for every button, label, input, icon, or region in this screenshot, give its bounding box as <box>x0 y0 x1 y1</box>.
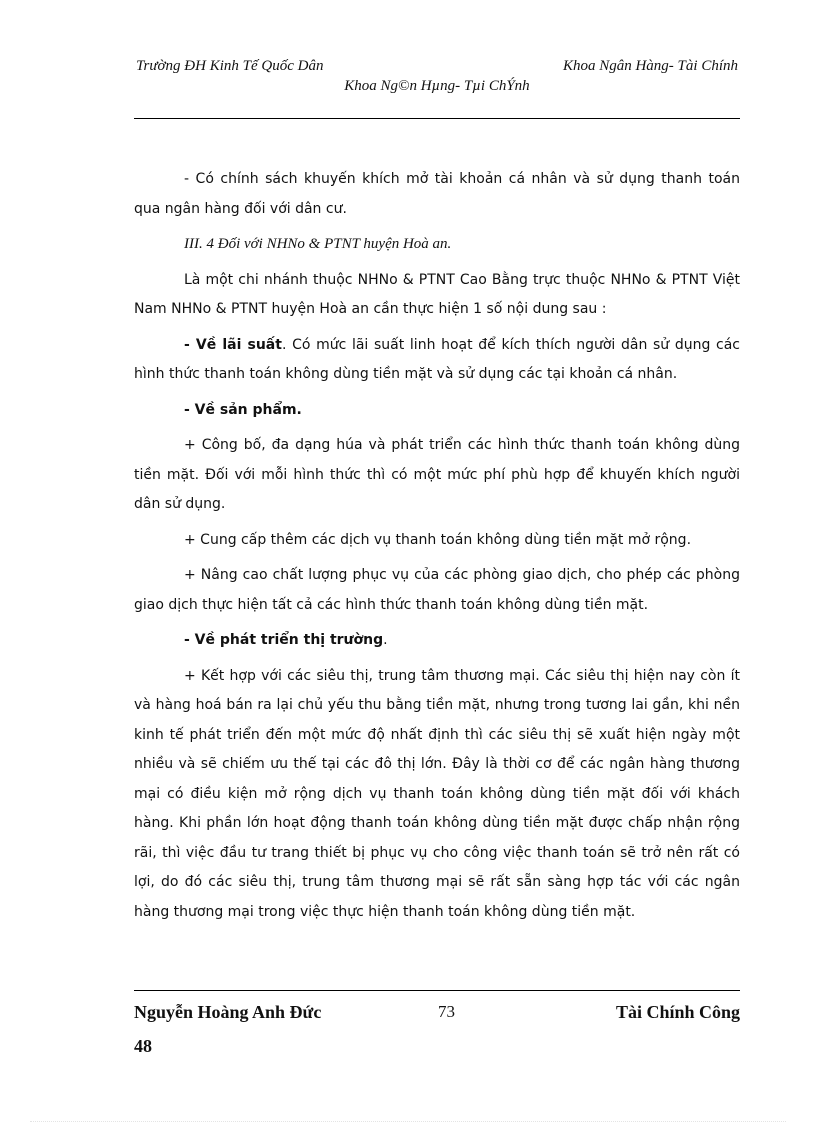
paragraph-market: + Kết hợp với các siêu thị, trung tâm thương mại. Các siêu thị hiện nay còn ít và hàng hoá bán ra lại chủ yếu thu bằng tiền mặt, nhưng trong tương lai gần, khi nền kinh tế phát triển đến một mức độ nhất định thì các siêu thị sẽ xuất hiện ngày một nhiều và sẽ chiếm ưu thế tại các đô thị lớn. Đây là thời cơ để các ngân hàng thương mại có điều kiện mở rộng dịch vụ thanh toán không dùng tiền mặt đối với khách hàng. Khi phần lớn hoạt động thanh toán không dùng tiền mặt được chấp nhận rộng rãi, thì việc đầu tư trang thiết bị phục vụ cho công việc thanh toán sẽ trở nên rất có lợi, do đó các siêu thị, trung tâm thương mại sẽ rất sẵn sàng hợp tác với các ngân hàng thương mại trong việc thực hiện thanh toán không dùng tiền mặt. <box>134 667 740 920</box>
paragraph-products-1: + Công bố, đa dạng húa và phát triển các hình thức thanh toán không dùng tiền mặt. Đối với mỗi hình thức thì có một mức phí phù hợp để khuyến khích người dân sử dụng. <box>134 437 740 512</box>
header-line-1 <box>134 58 740 78</box>
paragraph-interest-rate <box>134 331 740 390</box>
header-school: Trường ĐH Kinh Tế Quốc Dân <box>136 58 324 74</box>
products-heading: - Về sản phẩm. <box>184 401 302 418</box>
header-faculty: Khoa Ngân Hàng- Tài Chính <box>562 58 738 74</box>
footer-class: Tài Chính Công <box>615 1002 740 1022</box>
page-header <box>134 58 740 98</box>
market-label-tail: . <box>383 632 388 648</box>
paragraph-intro: Là một chi nhánh thuộc NHNo & PTNT Cao Bằng trực thuộc NHNo & PTNT Việt Nam NHNo & PTNT huyện Hoà an cần thực hiện 1 số nội dung sau : <box>134 271 740 317</box>
footer-author: Nguyễn Hoàng Anh Đức <box>134 1002 322 1022</box>
footer-class-number: 48 <box>134 1036 152 1056</box>
paragraph-policy: - Có chính sách khuyến khích mở tài khoản cá nhân và sử dụng thanh toán qua ngân hàng đối với dân cư. <box>134 171 740 217</box>
section-heading: III. 4 Đối với NHNo & PTNT huyện Hoà an. <box>184 236 452 252</box>
interest-rate-label: - Về lãi suất <box>184 336 282 353</box>
market-label: - Về phát triển thị trường <box>184 632 384 648</box>
page-number: 73 <box>438 1002 455 1021</box>
header-faculty-garbled: Khoa Ng©n Hµng- Tµi ChÝnh <box>344 78 530 94</box>
paragraph-products-2: + Cung cấp thêm các dịch vụ thanh toán không dùng tiền mặt mở rộng. <box>184 531 692 548</box>
header-rule <box>134 118 740 119</box>
bottom-dotted-line <box>30 1121 786 1122</box>
market-heading <box>134 626 740 656</box>
paragraph-products-3: + Nâng cao chất lượng phục vụ của các phòng giao dịch, cho phép các phòng giao dịch thực hiện tất cả các hình thức thanh toán không dùng tiền mặt. <box>134 567 740 613</box>
document-body <box>134 165 740 933</box>
interest-rate-text: . Có mức lãi suất linh hoạt để kích thích người dân sử dụng các hình thức thanh toán không dùng tiền mặt và sử dụng các tại khoản cá nhân. <box>134 336 741 382</box>
footer-rule <box>134 990 740 991</box>
